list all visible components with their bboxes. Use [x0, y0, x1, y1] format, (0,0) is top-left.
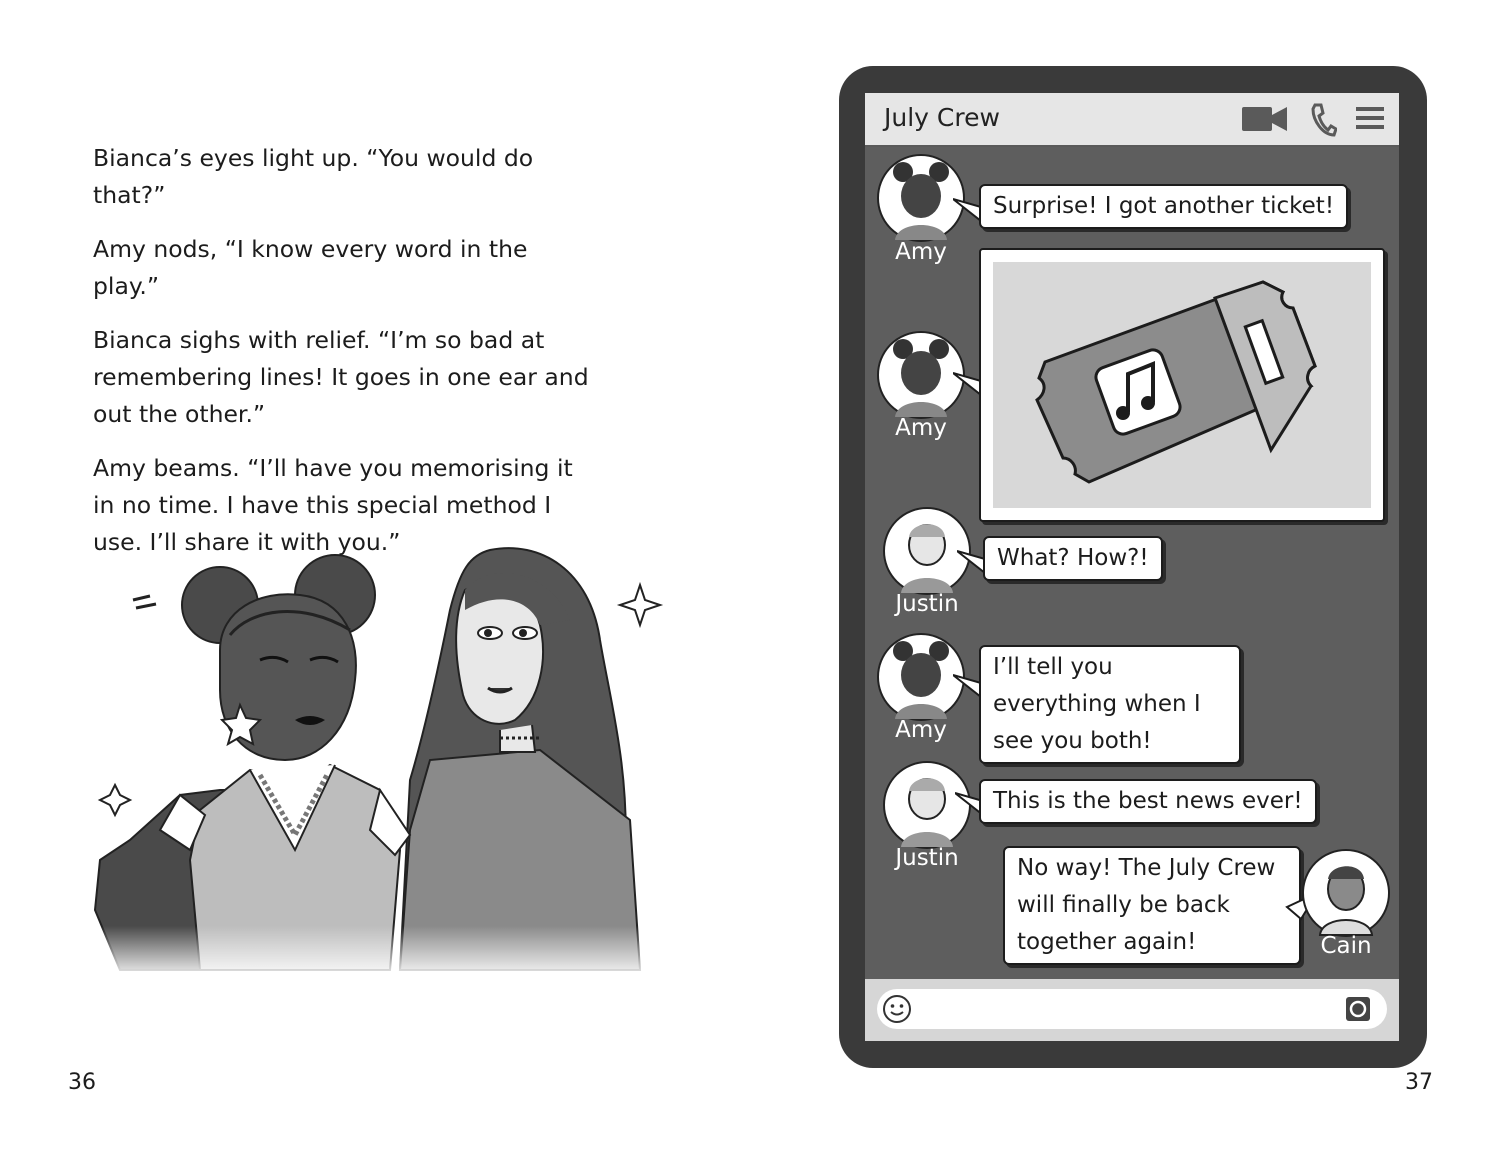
paragraph: Amy nods, “I know every word in the play.” — [93, 235, 528, 300]
avatar-amy[interactable] — [877, 633, 965, 721]
amy-and-bianca-illustration — [70, 530, 670, 980]
emoji-icon[interactable] — [881, 993, 913, 1025]
sender-name: Cain — [1320, 933, 1372, 959]
phone-frame — [839, 66, 1427, 1068]
paragraph: Amy beams. “I’ll have you memorising it in no time. I have this special method I — [93, 454, 573, 519]
chat-bubble[interactable]: Surprise! I got another ticket! — [979, 184, 1348, 229]
avatar-cain[interactable] — [1302, 849, 1390, 937]
page-number-right: 37 — [1405, 1070, 1433, 1095]
sender-name: Justin — [895, 845, 959, 871]
avatar-amy[interactable] — [877, 154, 965, 242]
sender-name: Amy — [895, 239, 947, 265]
message-input[interactable] — [877, 989, 1387, 1029]
chat-screen — [865, 93, 1399, 1041]
story-text — [93, 140, 593, 578]
camera-icon[interactable] — [1345, 996, 1371, 1022]
chat-header — [865, 93, 1399, 147]
menu-icon[interactable] — [1355, 103, 1385, 133]
paragraph: Bianca’s eyes light up. “You would do that?” — [93, 144, 534, 209]
chat-bubble[interactable]: I’ll tell you everything when I see you both! — [979, 645, 1241, 764]
chat-bubble[interactable]: No way! The July Crew will finally be back together again! — [1003, 846, 1301, 965]
paragraph: Bianca sighs with relief. “I’m so bad at remembering lines! It goes in one ear and out the other.” — [93, 326, 589, 428]
chat-footer — [865, 979, 1399, 1041]
video-camera-icon[interactable] — [1241, 103, 1289, 135]
chat-bubble[interactable]: This is the best news ever! — [979, 779, 1317, 824]
sender-name: Justin — [895, 591, 959, 617]
page-number-left: 36 — [68, 1070, 96, 1095]
chat-title: July Crew — [884, 103, 1000, 132]
ticket-image[interactable] — [993, 262, 1371, 508]
sender-name: Amy — [895, 717, 947, 743]
sender-name: Amy — [895, 415, 947, 441]
image-message[interactable] — [979, 248, 1385, 522]
phone-icon[interactable] — [1309, 103, 1337, 137]
avatar-amy[interactable] — [877, 331, 965, 419]
chat-bubble[interactable]: What? How?! — [983, 536, 1163, 581]
